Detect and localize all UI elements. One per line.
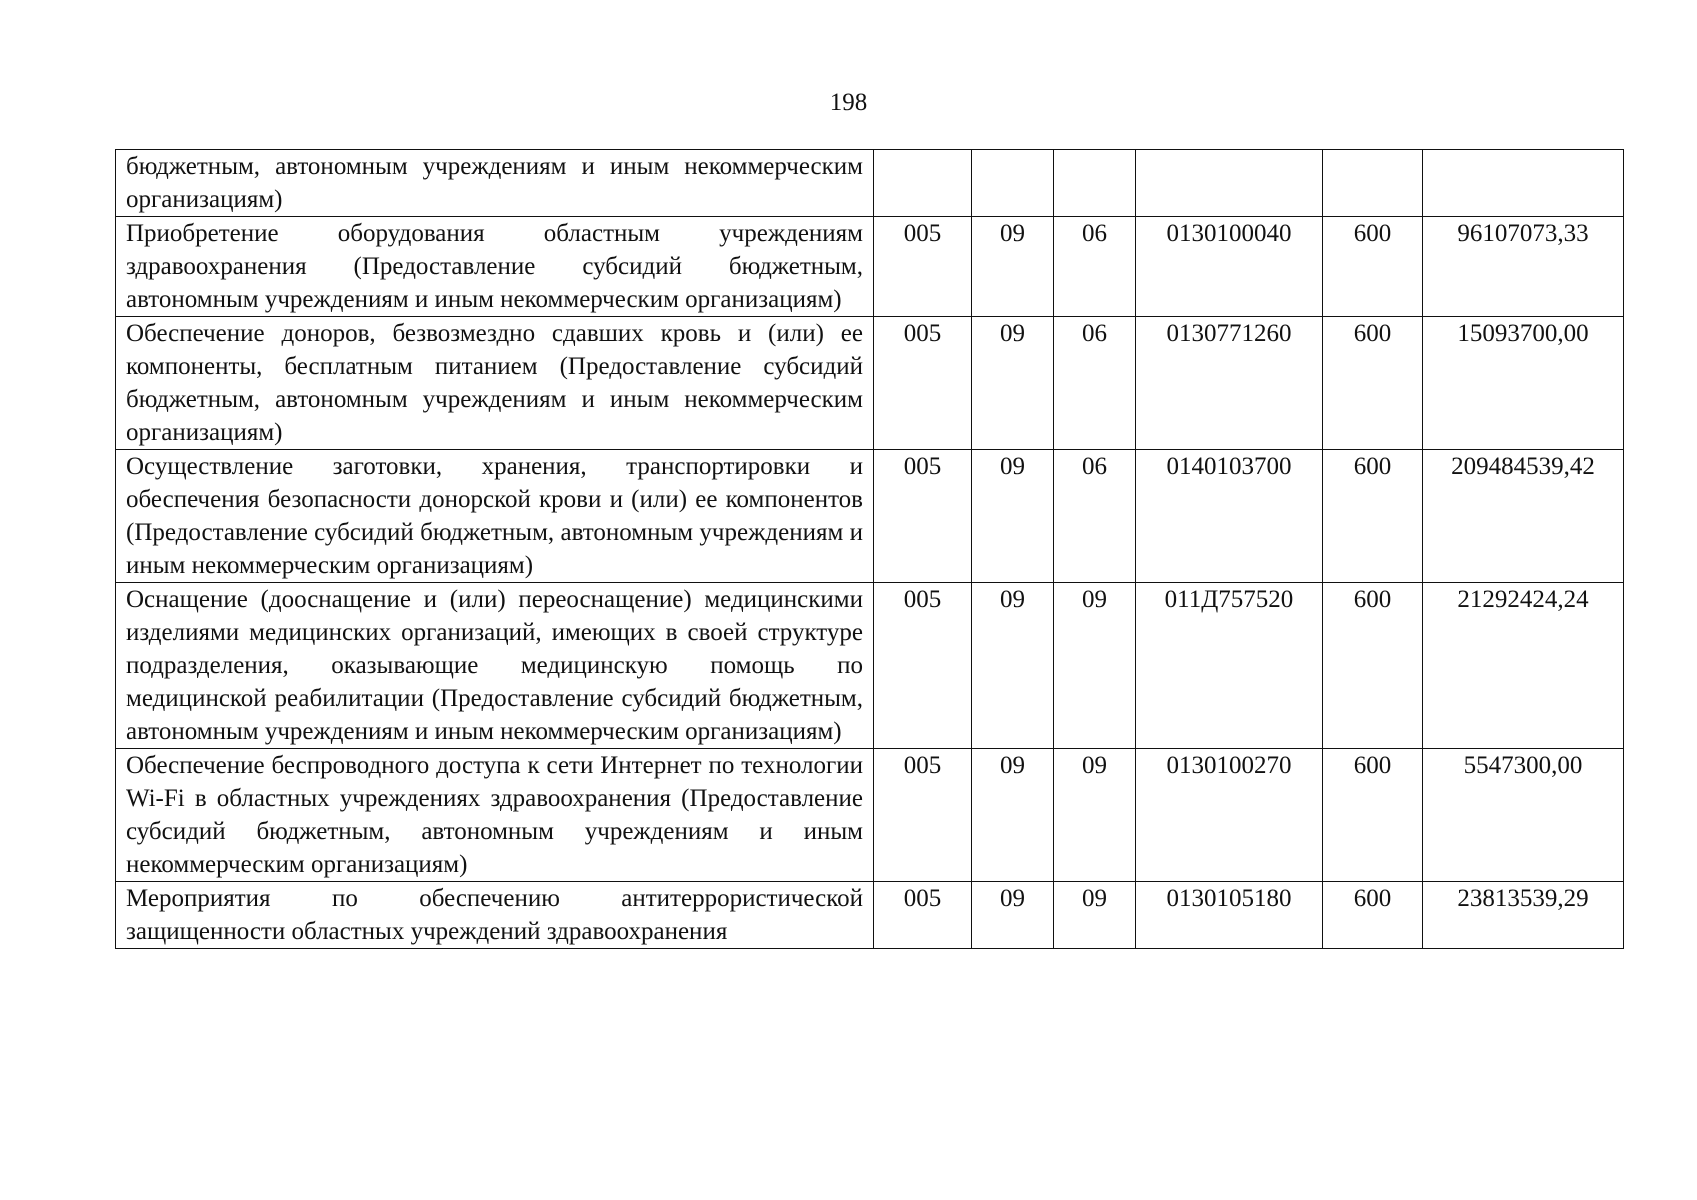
row-description: Осуществление заготовки, хранения, транспортировки и обеспечения безопасности донорской крови и (или) ее компонентов (Предоставление субсидий бюджетным, автономным учреждениям и иным некоммерческим организациям) bbox=[116, 450, 874, 583]
row-target-code: 0130105180 bbox=[1136, 882, 1323, 949]
row-expense-type: 600 bbox=[1323, 217, 1423, 317]
row-target-code: 0130100270 bbox=[1136, 749, 1323, 882]
table-row bbox=[116, 317, 1624, 450]
row-subsection-code: 06 bbox=[1054, 317, 1136, 450]
table-row bbox=[116, 583, 1624, 749]
row-amount: 209484539,42 bbox=[1423, 450, 1624, 583]
row-description: Обеспечение беспроводного доступа к сети Интернет по технологии Wi-Fi в областных учреждениях здравоохранения (Предоставление субсидий бюджетным, автономным учреждениям и иным некоммерческим организациям) bbox=[116, 749, 874, 882]
budget-table bbox=[115, 149, 1624, 949]
row-amount bbox=[1423, 150, 1624, 217]
row-ministry-code: 005 bbox=[874, 749, 972, 882]
row-amount: 15093700,00 bbox=[1423, 317, 1624, 450]
row-expense-type: 600 bbox=[1323, 583, 1423, 749]
row-ministry-code: 005 bbox=[874, 317, 972, 450]
row-ministry-code: 005 bbox=[874, 583, 972, 749]
row-subsection-code bbox=[1054, 150, 1136, 217]
row-section-code: 09 bbox=[972, 217, 1054, 317]
row-section-code bbox=[972, 150, 1054, 217]
row-target-code: 011Д757520 bbox=[1136, 583, 1323, 749]
table-row bbox=[116, 450, 1624, 583]
row-subsection-code: 06 bbox=[1054, 450, 1136, 583]
row-target-code: 0130771260 bbox=[1136, 317, 1323, 450]
row-ministry-code: 005 bbox=[874, 217, 972, 317]
table-row bbox=[116, 882, 1624, 949]
row-description: Приобретение оборудования областным учреждениям здравоохранения (Предоставление субсидий бюджетным, автономным учреждениям и иным некоммерческим организациям) bbox=[116, 217, 874, 317]
row-description: Обеспечение доноров, безвозмездно сдавших кровь и (или) ее компоненты, бесплатным питанием (Предоставление субсидий бюджетным, автономным учреждениям и иным некоммерческим организациям) bbox=[116, 317, 874, 450]
row-ministry-code bbox=[874, 150, 972, 217]
row-subsection-code: 09 bbox=[1054, 882, 1136, 949]
row-expense-type bbox=[1323, 150, 1423, 217]
row-target-code: 0130100040 bbox=[1136, 217, 1323, 317]
row-description: Оснащение (дооснащение и (или) переоснащение) медицинскими изделиями медицинских организаций, имеющих в своей структуре подразделения, оказывающие медицинскую помощь по медицинской реабилитации (Предоставление субсидий бюджетным, автономным учреждениям и иным некоммерческим организациям) bbox=[116, 583, 874, 749]
row-section-code: 09 bbox=[972, 583, 1054, 749]
row-expense-type: 600 bbox=[1323, 450, 1423, 583]
table-row bbox=[116, 749, 1624, 882]
table-row bbox=[116, 217, 1624, 317]
row-subsection-code: 09 bbox=[1054, 583, 1136, 749]
row-subsection-code: 09 bbox=[1054, 749, 1136, 882]
table-row bbox=[116, 150, 1624, 217]
page-number: 198 bbox=[829, 89, 868, 116]
row-ministry-code: 005 bbox=[874, 450, 972, 583]
row-ministry-code: 005 bbox=[874, 882, 972, 949]
row-section-code: 09 bbox=[972, 317, 1054, 450]
row-section-code: 09 bbox=[972, 882, 1054, 949]
row-expense-type: 600 bbox=[1323, 882, 1423, 949]
row-amount: 21292424,24 bbox=[1423, 583, 1624, 749]
row-expense-type: 600 bbox=[1323, 317, 1423, 450]
row-section-code: 09 bbox=[972, 450, 1054, 583]
row-description: бюджетным, автономным учреждениям и иным некоммерческим организациям) bbox=[116, 150, 874, 217]
row-target-code bbox=[1136, 150, 1323, 217]
row-subsection-code: 06 bbox=[1054, 217, 1136, 317]
row-amount: 5547300,00 bbox=[1423, 749, 1624, 882]
row-description: Мероприятия по обеспечению антитеррористической защищенности областных учреждений здравоохранения bbox=[116, 882, 874, 949]
row-amount: 96107073,33 bbox=[1423, 217, 1624, 317]
row-target-code: 0140103700 bbox=[1136, 450, 1323, 583]
row-section-code: 09 bbox=[972, 749, 1054, 882]
row-amount: 23813539,29 bbox=[1423, 882, 1624, 949]
row-expense-type: 600 bbox=[1323, 749, 1423, 882]
